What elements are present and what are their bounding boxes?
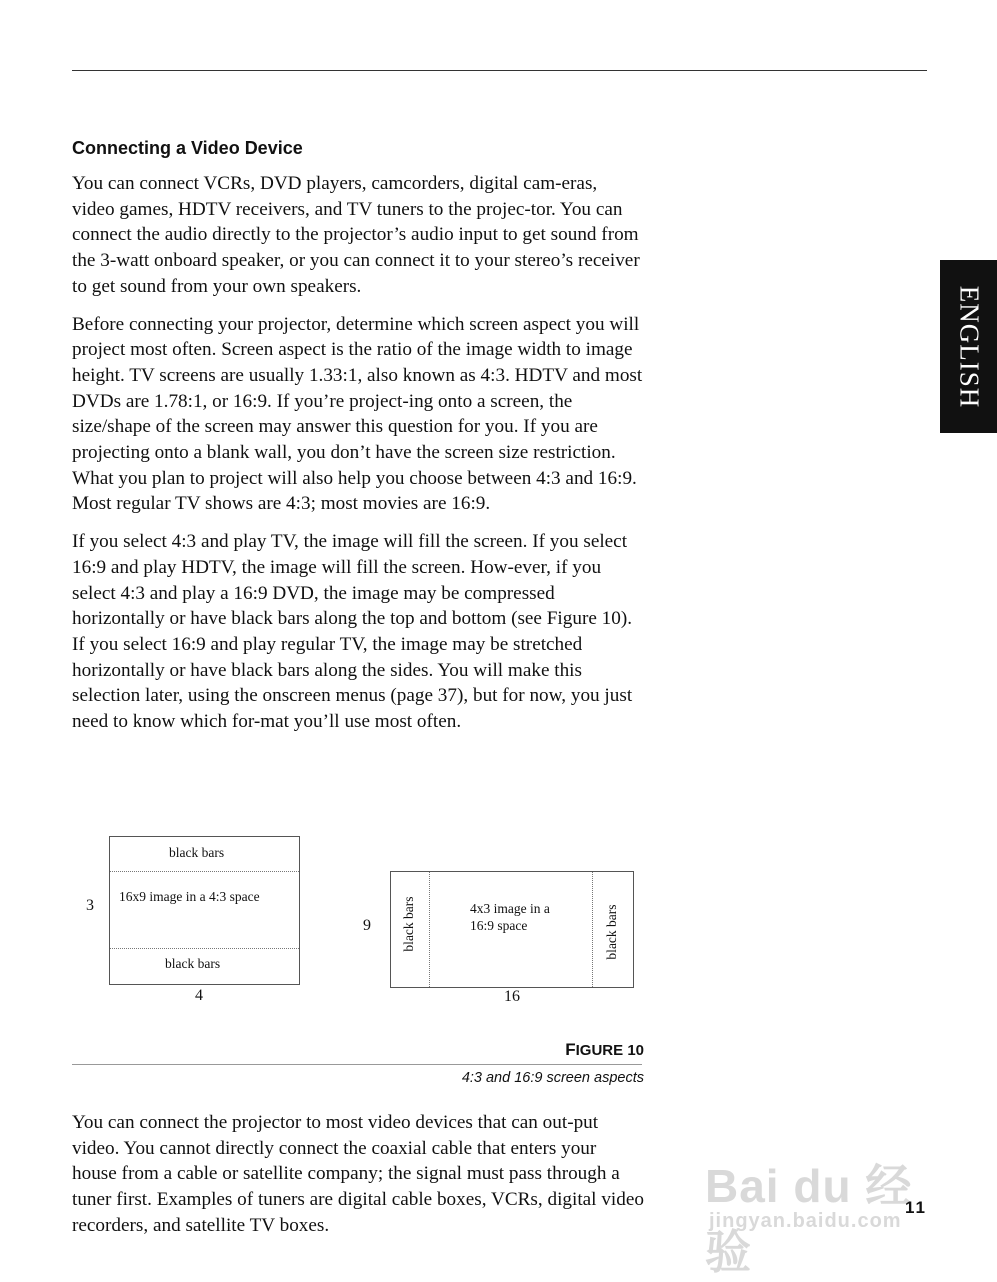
watermark-logo-text: Bai du 经验 bbox=[705, 1160, 913, 1278]
baidu-watermark bbox=[705, 1150, 937, 1278]
image-4x3-label-line2: 16:9 space bbox=[470, 918, 528, 933]
diagram-4-3 bbox=[109, 836, 300, 985]
height-9-label: 9 bbox=[363, 917, 371, 934]
figure-rule bbox=[72, 1064, 642, 1065]
black-bars-left-label: black bars bbox=[401, 896, 416, 952]
section-heading: Connecting a Video Device bbox=[72, 138, 303, 158]
figure-caption: 4:3 and 16:9 screen aspects bbox=[461, 1070, 644, 1086]
width-4-label: 4 bbox=[195, 987, 203, 1004]
width-16-label: 16 bbox=[504, 988, 520, 1005]
black-bars-right-label: black bars bbox=[604, 904, 619, 960]
page-number: 11 bbox=[905, 1198, 927, 1217]
language-tab bbox=[940, 260, 997, 433]
paragraph-3: If you select 4:3 and play TV, the image will fill the screen. If you select 16:9 and play HDTV, the image will fill the screen. How-ever, if you select 4:3 and play a 16:9 DVD, the image may be compressed horizontally or have black bars along the top and bottom (see Figure 10). If you select 16:9 and play regular TV, the image may be stretched horizontally or have black bars along the sides. You will make this selection later, using the onscreen menus (page 37), but for now, you just need to know which for-mat you’ll use most often. bbox=[72, 531, 633, 733]
divider-top bbox=[110, 871, 299, 872]
image-16x9-label: 16x9 image in a 4:3 space bbox=[119, 889, 260, 904]
main-content bbox=[72, 136, 644, 747]
image-4x3-label-line1: 4x3 image in a bbox=[470, 901, 550, 916]
black-bars-bottom-label: black bars bbox=[165, 956, 221, 971]
figure-label: FIGURE 10 bbox=[565, 1040, 644, 1059]
paragraph-1: You can connect VCRs, DVD players, camcorders, digital cam-eras, video games, HDTV receivers, and TV tuners to the projec-tor. You can connect the audio directly to the projector’s audio input to get sound from the 3-watt onboard speaker, or you can connect it to your stereo’s receiver to get sound from your own speakers. bbox=[72, 173, 640, 297]
figure-10 bbox=[72, 830, 644, 1090]
language-tab-label: ENGLISH bbox=[954, 285, 984, 408]
divider-bottom bbox=[110, 948, 299, 949]
divider-right bbox=[592, 872, 593, 987]
main-content-continued bbox=[72, 1110, 644, 1251]
height-3-label: 3 bbox=[86, 897, 94, 914]
black-bars-top-label: black bars bbox=[169, 845, 225, 860]
watermark-url: jingyan.baidu.com bbox=[709, 1210, 902, 1232]
paragraph-4: You can connect the projector to most video devices that can out-put video. You cannot directly connect the coaxial cable that enters your house from a cable or satellite company; the signal must pass through a tuner first. Examples of tuners are digital cable boxes, VCRs, digital video recorders, and satellite TV boxes. bbox=[72, 1112, 644, 1236]
diagram-16-9 bbox=[390, 871, 634, 988]
divider-left bbox=[429, 872, 430, 987]
paragraph-2: Before connecting your projector, determine which screen aspect you will project most often. Screen aspect is the ratio of the image width to image height. TV screens are usually 1.33:1, also known as 4:3. HDTV and most DVDs are 1.78:1, or 16:9. If you’re project-ing onto a screen, the size/shape of the screen may answer this question for you. If you are projecting onto a blank wall, you don’t have the screen size restriction. What you plan to project will also help you choose between 4:3 and 16:9. Most regular TV shows are 4:3; most movies are 16:9. bbox=[72, 313, 643, 515]
header-rule bbox=[72, 70, 927, 71]
